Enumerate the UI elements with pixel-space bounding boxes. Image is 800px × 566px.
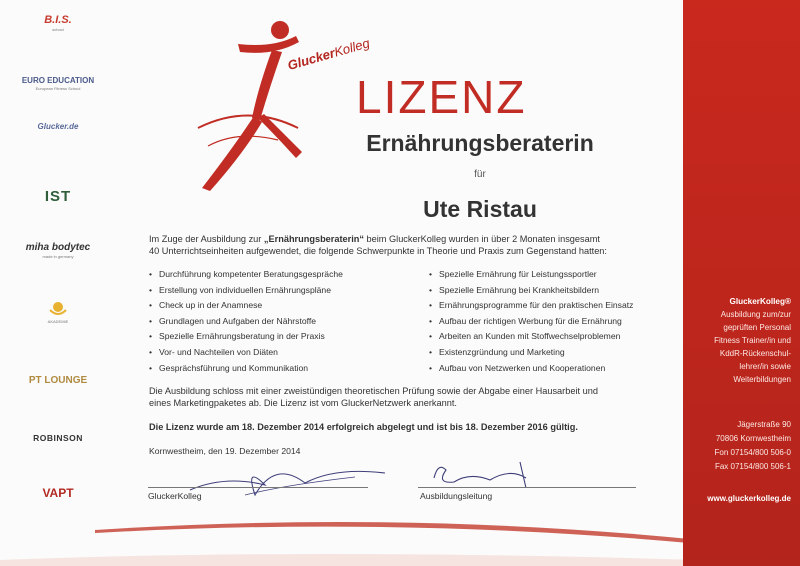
sidebar-line: lehrer/in sowie [739,362,791,371]
certificate-title: LIZENZ [356,71,527,123]
list-item: • Check up in der Anamnese [149,300,263,311]
sidebar-line: Ausbildung zum/zur [720,310,791,319]
gluckerkolleg-wordmark: GluckerKolleg [285,35,372,73]
place-date: Kornwestheim, den 19. Dezember 2014 [149,446,301,456]
robinson-logo: ROBINSON [33,433,83,443]
sidebar-street: Jägerstraße 90 [737,420,791,429]
list-item: • Spezielle Ernährung bei Krankheitsbildern [429,284,600,295]
sidebar-website: www.gluckerkolleg.de [707,494,791,503]
pt-lounge-logo: PT LOUNGE [28,375,88,386]
glucker-logo: Glucker.de [37,122,79,131]
list-item: • Aufbau von Netzwerken und Kooperationen [429,362,606,373]
validity-statement: Die Lizenz wurde am 18. Dezember 2014 erfolgreich abgelegt und ist bis 18. Dezember 2016 gültig. [149,422,578,432]
intro-paragraph: Im Zuge der Ausbildung zur „Ernährungsberaterin“ beim GluckerKolleg wurden in über 2 Monaten insgesamt 40 Unterrichtseinheiten aufgewendet, die folgende Schwerpunkte in Theorie und Praxis zum Gegenstand hatten: [149,234,607,256]
closing-paragraph: Die Ausbildung schloss mit einer zweistündigen theoretischen Prüfung sowie der Abgabe einer Hausarbeit und eines Marketingpaketes ab. Die Lizenz ist vom GluckerNetzwerk anerkannt. [149,386,598,408]
sun-icon [47,296,69,318]
list-item: • Grundlagen und Aufgaben der Nährstoffe [149,315,317,326]
miha-bodytec-logo: miha bodytec made in germany [25,242,91,259]
sidebar-line: Fitness Trainer/in und [714,336,791,345]
list-item: • Arbeiten an Kunden mit Stoffwechselproblemen [429,331,621,342]
akademie-logo: AKADEMIE [8,296,108,324]
sidebar-line: geprüften Personal [723,323,791,332]
ist-logo: IST [44,188,72,205]
bis-logo: B.I.S. school [44,14,72,32]
list-item: • Ernährungsprogramme für den praktischen Einsatz [429,300,634,311]
sidebar-line: Weiterbildungen [733,375,791,384]
sidebar-contact [700,0,800,566]
list-item: • Existenzgründung und Marketing [429,346,565,357]
topics-right-list [429,267,633,376]
recipient-name: Ute Ristau [423,196,537,222]
sidebar-city: 70806 Kornwestheim [715,434,791,443]
signature-left [185,455,405,505]
partner-logos [0,0,115,566]
sidebar-phone: Fon 07154/800 506-0 [714,448,791,457]
list-item: • Spezielle Ernährungsberatung in der Praxis [149,331,325,342]
signature-right-label: Ausbildungsleitung [420,491,493,501]
list-item: • Vor- und Nachteilen von Diäten [149,346,278,357]
euro-education-logo: EURO EDUCATION European Fitness School [21,76,95,91]
signature-left-label: GluckerKolleg [148,491,202,501]
sidebar-brand: GluckerKolleg® [729,297,791,306]
list-item: • Aufbau der richtigen Werbung für die Ernährung [429,315,622,326]
list-item: • Spezielle Ernährung für Leistungssportler [429,269,597,279]
topics-left-list [149,267,343,376]
signature-line-left [148,487,368,488]
list-item: • Erstellung von individuellen Ernährungspläne [149,284,331,295]
sidebar-line: KddR-Rückenschul- [719,349,791,358]
vapt-logo: VAPT [42,486,74,500]
sidebar-fax: Fax 07154/800 506-1 [714,462,791,471]
profession-title: Ernährungsberaterin [366,130,594,156]
list-item: • Durchführung kompetenter Beratungsgespräche [149,269,343,279]
for-label: für [474,169,486,180]
list-item: • Gesprächsführung und Kommunikation [149,362,309,373]
signature-line-right [418,487,636,488]
